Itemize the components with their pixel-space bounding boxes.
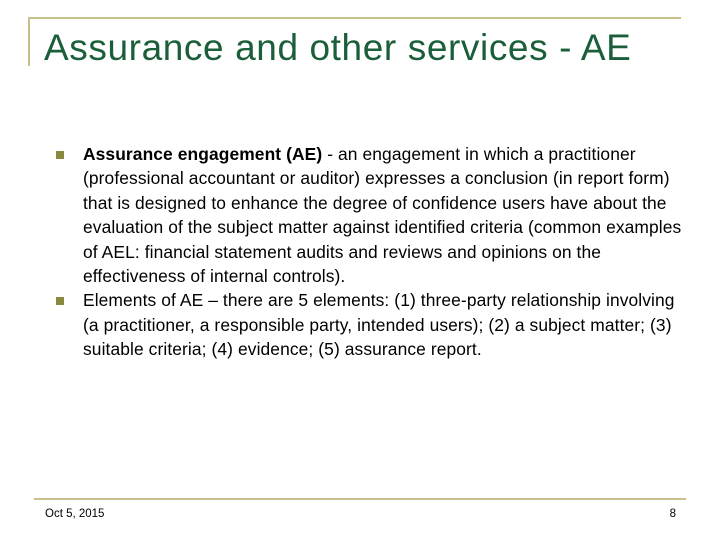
bullet-lead: Assurance engagement (AE) (83, 144, 323, 164)
square-bullet-icon (56, 151, 64, 159)
bullet-list (0, 142, 720, 362)
frame-top-rule (28, 17, 681, 19)
frame-left-rule (28, 17, 30, 66)
page-number: 8 (669, 508, 676, 520)
bullet-text: Elements of AE – there are 5 elements: (1) three-party relationship involving (a practitioner, a responsible party, intended users); (2) a subject matter; (3) suitable criteria; (4) evidence; (5) assurance report. (83, 290, 675, 360)
footer-rule (34, 498, 686, 500)
bullet-text: - an engagement in which a practitioner (professional accountant or auditor) expresses a conclusion (in report form) that is designed to enhance the degree of confidence users have about the evaluation of the subject matter against identified criteria (common examples of AEL: financial statement audits and reviews and opinions on the effectiveness of internal controls). (83, 144, 682, 287)
slide-title: Assurance and other services - AE (44, 27, 632, 68)
footer-date: Oct 5, 2015 (45, 508, 105, 520)
square-bullet-icon (56, 297, 64, 305)
bullet-item-assurance-engagement (0, 142, 695, 288)
bullet-item-elements-of-ae (0, 288, 695, 361)
